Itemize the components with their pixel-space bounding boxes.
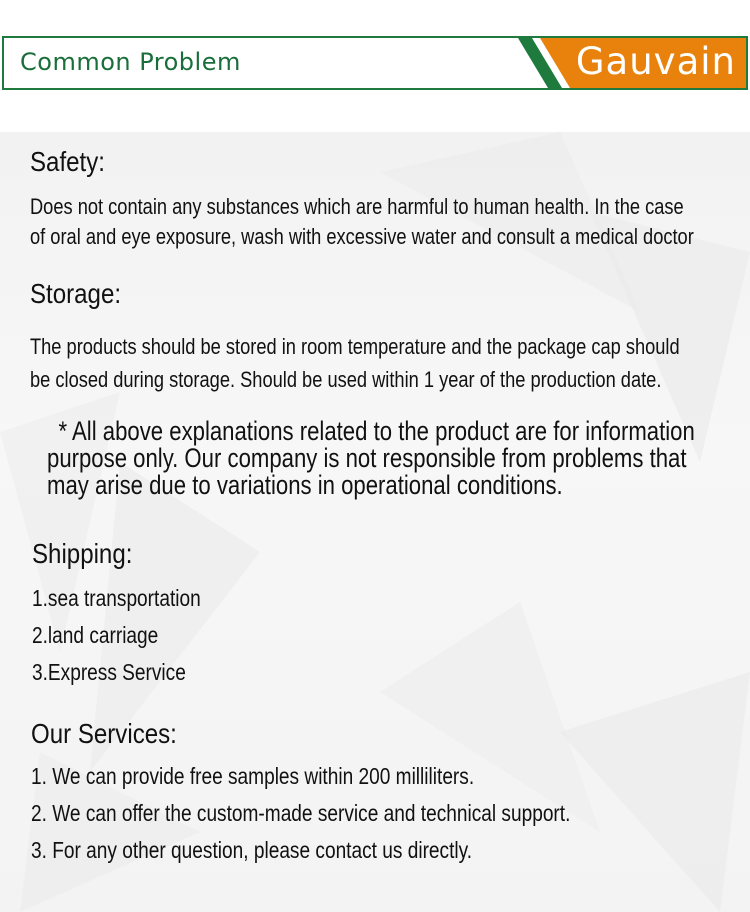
- safety-line-1: Does not contain any substances which are harmful to human health. In the case: [30, 194, 684, 219]
- disclaimer-line-1: * All above explanations related to the product are for information: [58, 416, 695, 446]
- services-item: 1. We can provide free samples within 200 milliliters.: [31, 763, 475, 789]
- services-item: 2. We can offer the custom-made service and technical support.: [31, 800, 571, 826]
- content-panel: [0, 132, 750, 912]
- storage-section: [30, 278, 748, 310]
- shipping-item: 2.land carriage: [32, 622, 159, 648]
- shipping-heading: Shipping:: [32, 538, 133, 569]
- disclaimer-line-3: may arise due to variations in operational conditions.: [47, 470, 563, 500]
- safety-text: [30, 192, 748, 252]
- services-section: [31, 718, 748, 750]
- storage-line-2: be closed during storage. Should be used within 1 year of the production date.: [30, 367, 662, 392]
- brand-logo-text: Gauvain: [575, 40, 736, 83]
- banner-title: Common Problem: [20, 48, 241, 76]
- shipping-item: 3.Express Service: [32, 659, 186, 685]
- header-banner: [2, 36, 748, 90]
- safety-heading: Safety:: [30, 146, 105, 177]
- services-item: 3. For any other question, please contact us directly.: [31, 837, 473, 863]
- storage-heading: Storage:: [30, 278, 122, 309]
- shipping-section: [32, 538, 748, 570]
- safety-section: [30, 146, 748, 178]
- storage-text: [30, 330, 748, 396]
- services-list: [31, 758, 748, 869]
- services-heading: Our Services:: [31, 718, 177, 749]
- shipping-item: 1.sea transportation: [32, 585, 201, 611]
- storage-line-1: The products should be stored in room temperature and the package cap should: [30, 334, 680, 359]
- safety-line-2: of oral and eye exposure, wash with excessive water and consult a medical doctor: [30, 224, 694, 249]
- shipping-list: [32, 580, 748, 691]
- disclaimer-line-2: purpose only. Our company is not responsible from problems that: [47, 443, 687, 473]
- disclaimer-note: [47, 418, 748, 499]
